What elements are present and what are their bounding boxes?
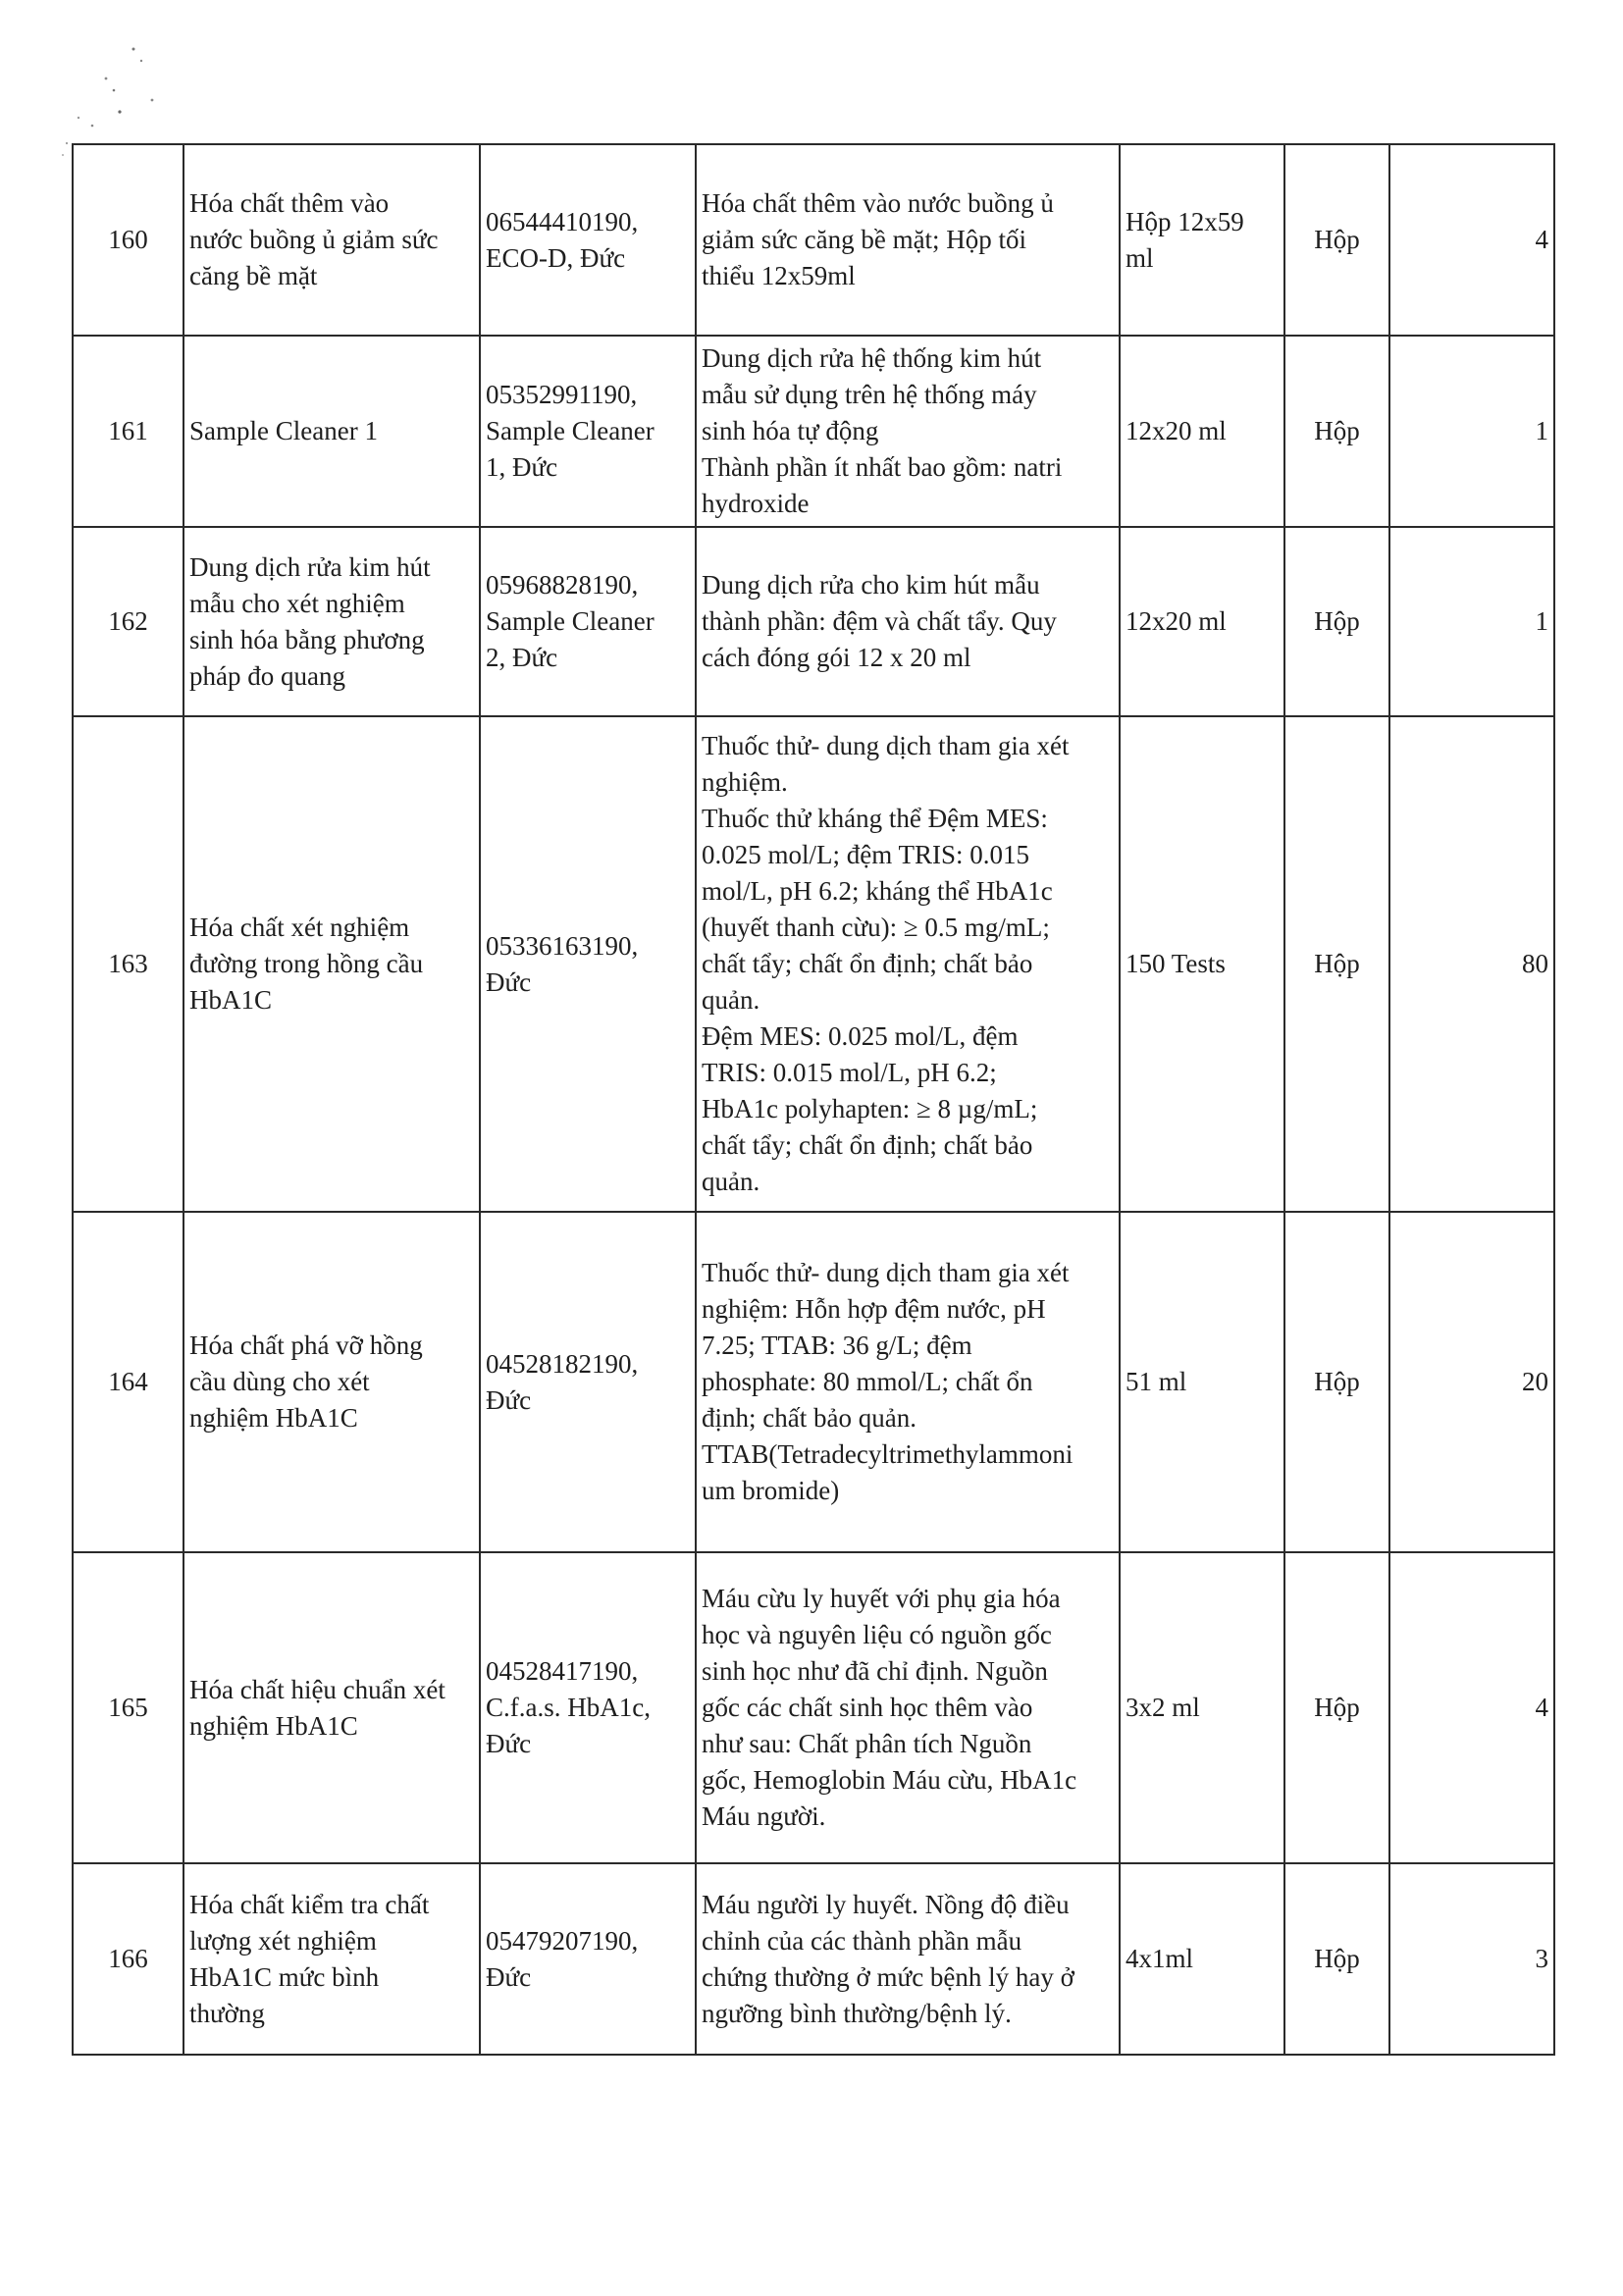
table-row (73, 716, 1554, 1212)
items-table-body (73, 144, 1554, 2055)
item-quantity: 4 (1389, 1552, 1554, 1863)
item-name: Hóa chất xét nghiệm đường trong hồng cầu HbA1C (183, 716, 480, 1212)
item-unit: Hộp (1284, 1552, 1389, 1863)
item-code: 05336163190, Đức (480, 716, 696, 1212)
item-unit: Hộp (1284, 336, 1389, 527)
table-row (73, 527, 1554, 716)
table-row (73, 1863, 1554, 2055)
item-unit: Hộp (1284, 527, 1389, 716)
item-name: Hóa chất thêm vào nước buồng ủ giảm sức căng bề mặt (183, 144, 480, 336)
items-table (72, 143, 1555, 2056)
item-packaging: 3x2 ml (1120, 1552, 1284, 1863)
item-quantity: 1 (1389, 527, 1554, 716)
item-unit: Hộp (1284, 144, 1389, 336)
item-code: 05479207190, Đức (480, 1863, 696, 2055)
item-quantity: 20 (1389, 1212, 1554, 1552)
item-quantity: 80 (1389, 716, 1554, 1212)
row-number: 164 (73, 1212, 183, 1552)
row-number: 163 (73, 716, 183, 1212)
item-packaging: 150 Tests (1120, 716, 1284, 1212)
table-row (73, 336, 1554, 527)
item-description: Hóa chất thêm vào nước buồng ủ giảm sức căng bề mặt; Hộp tối thiểu 12x59ml (696, 144, 1120, 336)
item-packaging: Hộp 12x59 ml (1120, 144, 1284, 336)
item-code: 06544410190, ECO-D, Đức (480, 144, 696, 336)
table-row (73, 1552, 1554, 1863)
item-code: 05352991190, Sample Cleaner 1, Đức (480, 336, 696, 527)
item-packaging: 51 ml (1120, 1212, 1284, 1552)
item-packaging: 12x20 ml (1120, 527, 1284, 716)
item-packaging: 4x1ml (1120, 1863, 1284, 2055)
table-row (73, 1212, 1554, 1552)
row-number: 166 (73, 1863, 183, 2055)
row-number: 161 (73, 336, 183, 527)
item-code: 04528182190, Đức (480, 1212, 696, 1552)
row-number: 160 (73, 144, 183, 336)
item-description: Dung dịch rửa hệ thống kim hút mẫu sử dụng trên hệ thống máy sinh hóa tự động Thành phần ít nhất bao gồm: natri hydroxide (696, 336, 1120, 527)
item-quantity: 3 (1389, 1863, 1554, 2055)
item-name: Hóa chất kiểm tra chất lượng xét nghiệm HbA1C mức bình thường (183, 1863, 480, 2055)
item-unit: Hộp (1284, 1863, 1389, 2055)
item-name: Hóa chất hiệu chuẩn xét nghiệm HbA1C (183, 1552, 480, 1863)
item-name: Hóa chất phá vỡ hồng cầu dùng cho xét nghiệm HbA1C (183, 1212, 480, 1552)
item-description: Máu người ly huyết. Nồng độ điều chỉnh của các thành phần mẫu chứng thường ở mức bệnh lý hay ở ngưỡng bình thường/bệnh lý. (696, 1863, 1120, 2055)
row-number: 165 (73, 1552, 183, 1863)
item-unit: Hộp (1284, 716, 1389, 1212)
row-number: 162 (73, 527, 183, 716)
item-description: Máu cừu ly huyết với phụ gia hóa học và nguyên liệu có nguồn gốc sinh học như đã chỉ định. Nguồn gốc các chất sinh học thêm vào như sau: Chất phân tích Nguồn gốc, Hemoglobin Máu cừu, HbA1c Máu người. (696, 1552, 1120, 1863)
item-code: 04528417190, C.f.a.s. HbA1c, Đức (480, 1552, 696, 1863)
item-quantity: 1 (1389, 336, 1554, 527)
item-unit: Hộp (1284, 1212, 1389, 1552)
item-packaging: 12x20 ml (1120, 336, 1284, 527)
item-quantity: 4 (1389, 144, 1554, 336)
item-description: Dung dịch rửa cho kim hút mẫu thành phần: đệm và chất tẩy. Quy cách đóng gói 12 x 20 ml (696, 527, 1120, 716)
item-code: 05968828190, Sample Cleaner 2, Đức (480, 527, 696, 716)
item-description: Thuốc thử- dung dịch tham gia xét nghiệm: Hỗn hợp đệm nước, pH 7.25; TTAB: 36 g/L; đệm phosphate: 80 mmol/L; chất ổn định; chất bảo quản. TTAB(Tetradecyltrimethylammoni um bromide) (696, 1212, 1120, 1552)
item-name: Dung dịch rửa kim hút mẫu cho xét nghiệm sinh hóa bằng phương pháp đo quang (183, 527, 480, 716)
table-row (73, 144, 1554, 336)
item-name: Sample Cleaner 1 (183, 336, 480, 527)
item-description: Thuốc thử- dung dịch tham gia xét nghiệm. Thuốc thử kháng thể Đệm MES: 0.025 mol/L; đệm TRIS: 0.015 mol/L, pH 6.2; kháng thể HbA1c (huyết thanh cừu): ≥ 0.5 mg/mL; chất tẩy; chất ổn định; chất bảo quản. Đệm MES: 0.025 mol/L, đệm TRIS: 0.015 mol/L, pH 6.2; HbA1c polyhapten: ≥ 8 µg/mL; chất tẩy; chất ổn định; chất bảo quản. (696, 716, 1120, 1212)
